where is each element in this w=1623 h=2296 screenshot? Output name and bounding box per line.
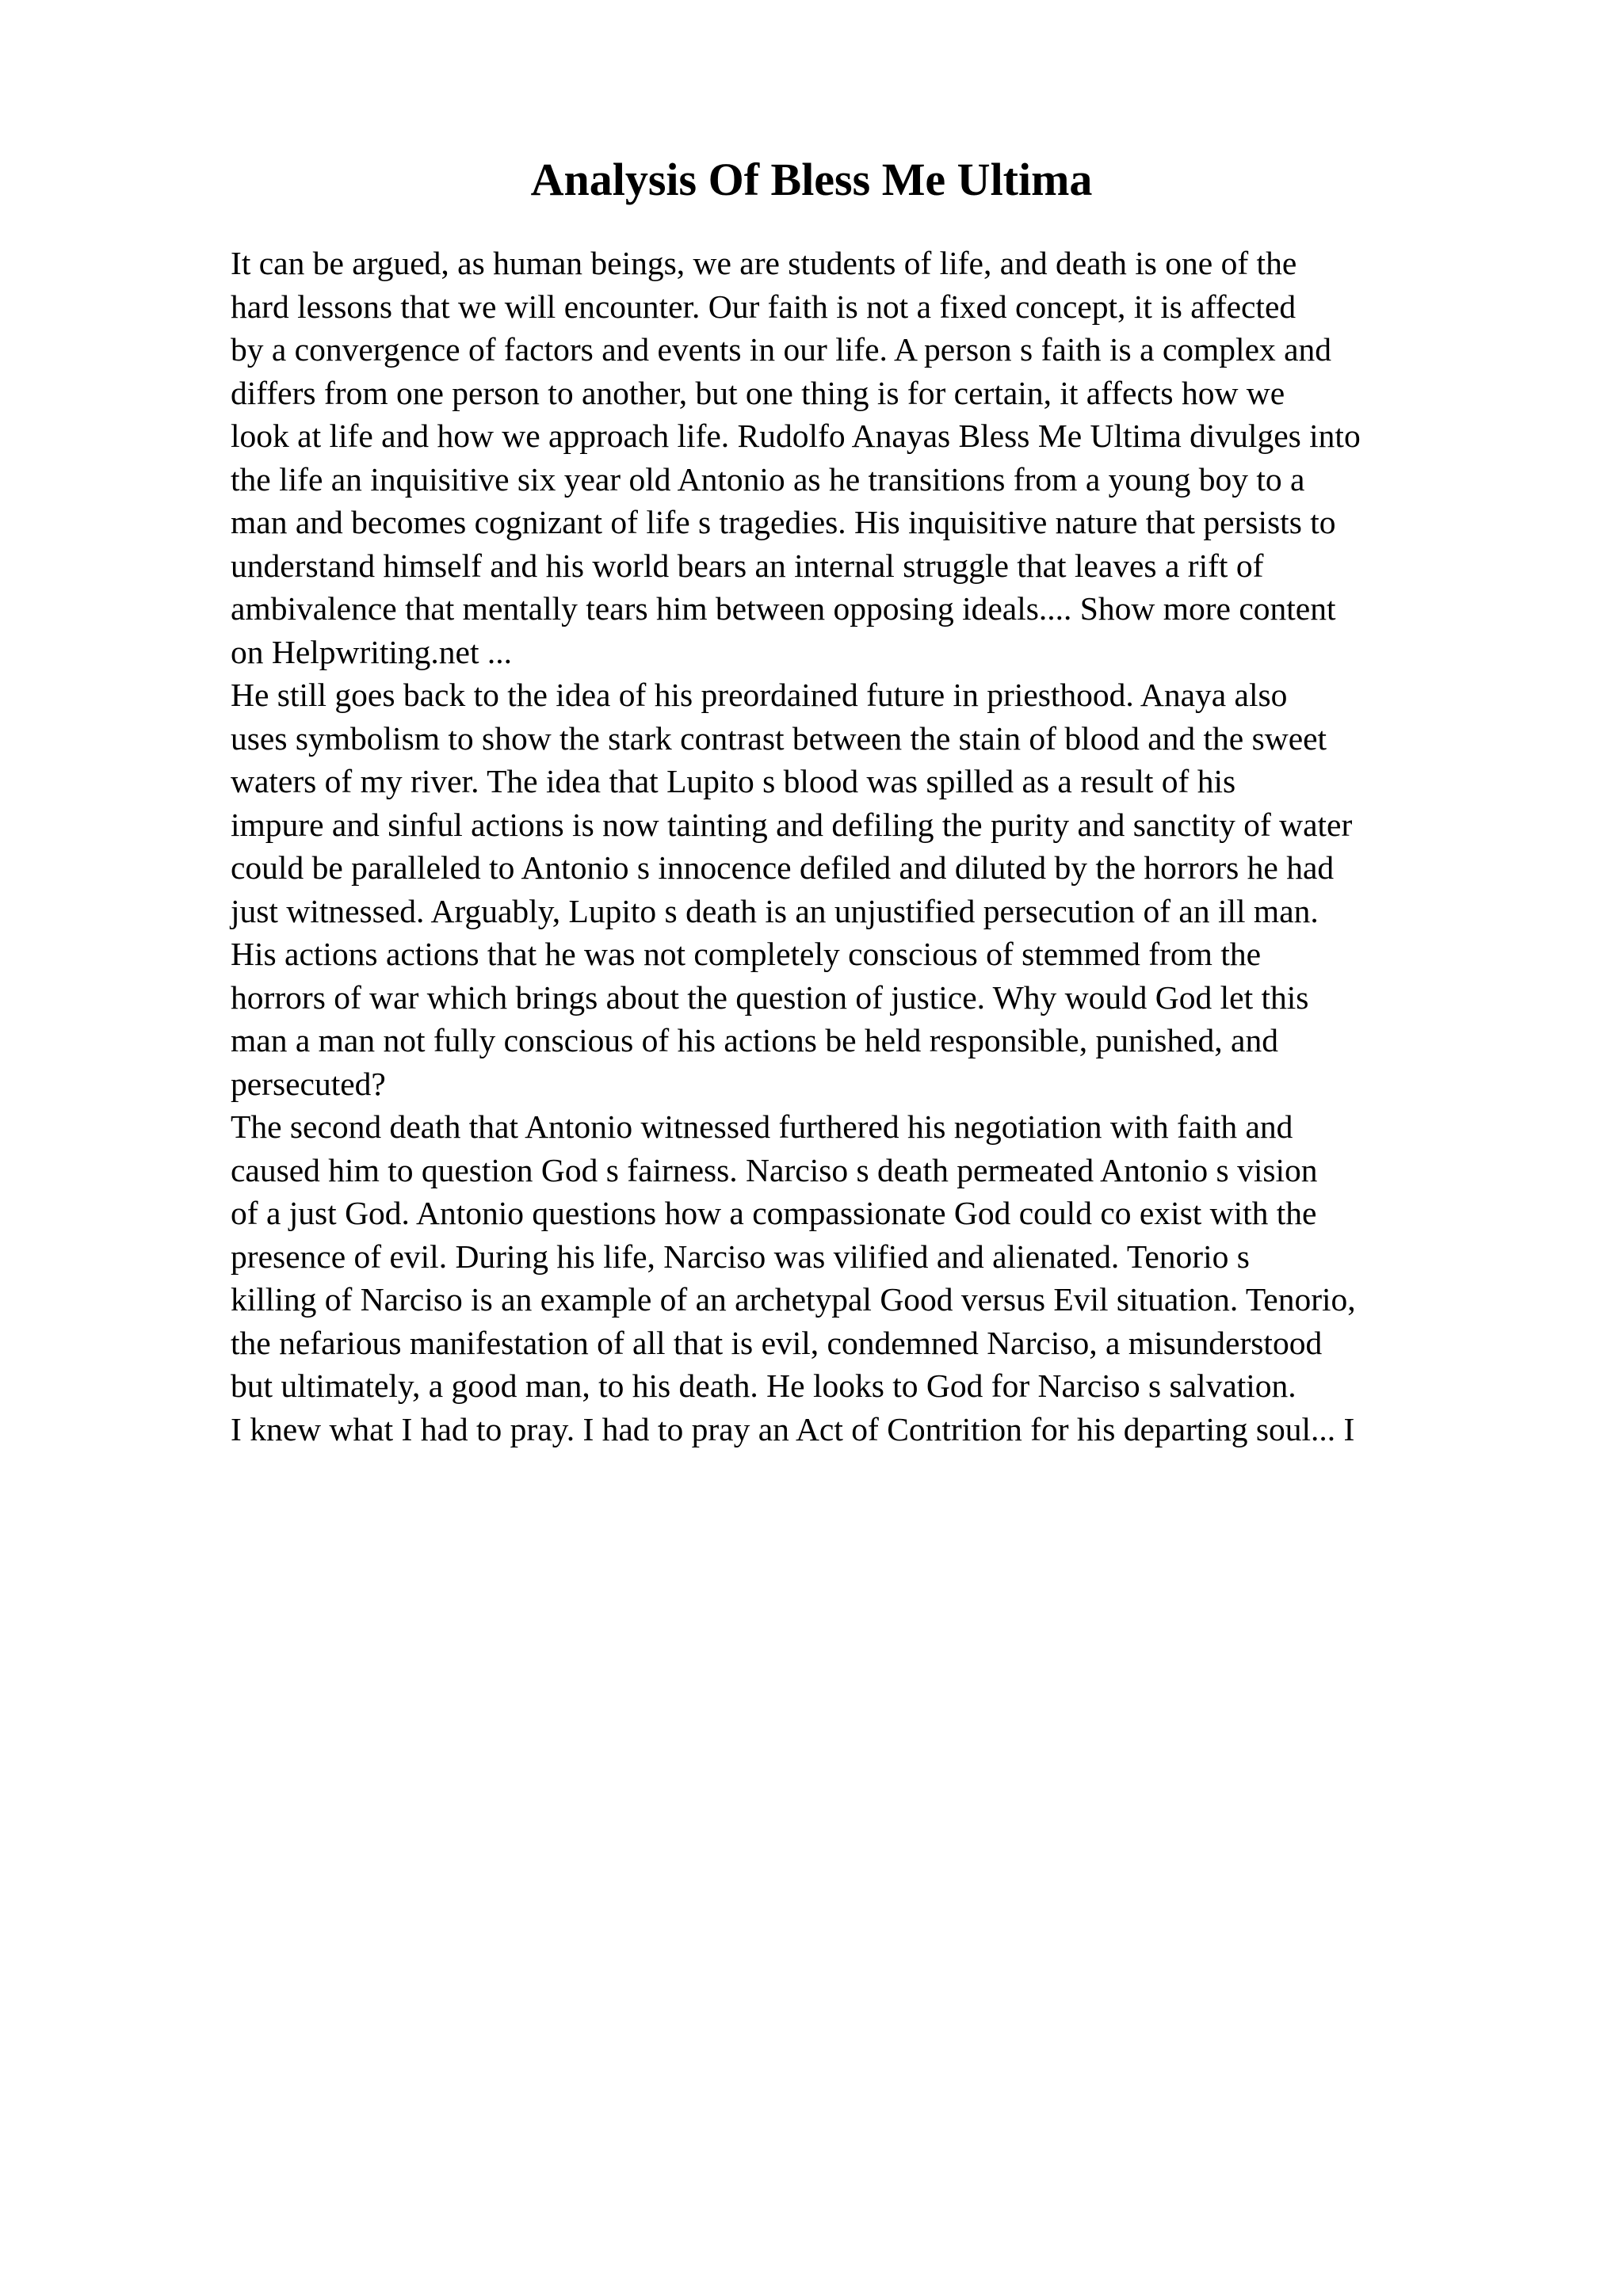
body-line: killing of Narciso is an example of an archetypal Good versus Evil situation. Tenorio, <box>231 1281 1356 1318</box>
document-body <box>231 242 1594 1451</box>
body-line: ambivalence that mentally tears him between opposing ideals.... Show more content <box>231 590 1336 627</box>
body-line: of a just God. Antonio questions how a compassionate God could co exist with the <box>231 1195 1317 1231</box>
body-line: horrors of war which brings about the question of justice. Why would God let this <box>231 978 1309 1016</box>
body-line: caused him to question God s fairness. Narciso s death permeated Antonio s vision <box>231 1151 1318 1188</box>
body-line: look at life and how we approach life. Rudolfo Anayas Bless Me Ultima divulges into <box>231 418 1361 454</box>
body-line: just witnessed. Arguably, Lupito s death is an unjustified persecution of an ill man. <box>231 892 1319 929</box>
body-line: man and becomes cognizant of life s tragedies. His inquisitive nature that persists to <box>231 504 1336 540</box>
body-line: the nefarious manifestation of all that is evil, condemned Narciso, a misunderstood <box>231 1324 1323 1361</box>
body-line: man a man not fully conscious of his actions be held responsible, punished, and <box>231 1022 1278 1058</box>
document-title: Analysis Of Bless Me Ultima <box>530 154 1093 205</box>
body-line: persecuted? <box>231 1065 386 1102</box>
body-line: I knew what I had to pray. I had to pray an Act of Contrition for his departing soul... I <box>231 1410 1355 1447</box>
body-line: on Helpwriting.net ... <box>231 633 512 670</box>
body-line: could be paralleled to Antonio s innocence defiled and diluted by the horrors he had <box>231 849 1335 886</box>
body-line: presence of evil. During his life, Narciso was vilified and alienated. Tenorio s <box>231 1238 1250 1275</box>
body-line: waters of my river. The idea that Lupito s blood was spilled as a result of his <box>231 763 1236 799</box>
body-line: hard lessons that we will encounter. Our faith is not a fixed concept, it is affected <box>231 288 1296 325</box>
body-line: His actions actions that he was not completely conscious of stemmed from the <box>231 936 1262 972</box>
body-line: impure and sinful actions is now tainting and defiling the purity and sanctity of water <box>231 806 1353 843</box>
body-line: uses symbolism to show the stark contrast between the stain of blood and the sweet <box>231 719 1327 757</box>
body-line: differs from one person to another, but one thing is for certain, it affects how we <box>231 374 1285 411</box>
body-line: but ultimately, a good man, to his death. He looks to God for Narciso s salvation. <box>231 1367 1296 1404</box>
body-line: The second death that Antonio witnessed furthered his negotiation with faith and <box>231 1108 1293 1145</box>
body-line: It can be argued, as human beings, we are students of life, and death is one of the <box>231 245 1297 281</box>
body-line: the life an inquisitive six year old Antonio as he transitions from a young boy to a <box>231 460 1305 498</box>
body-line: understand himself and his world bears an internal struggle that leaves a rift of <box>231 547 1264 584</box>
body-line: He still goes back to the idea of his preordained future in priesthood. Anaya also <box>231 677 1288 713</box>
body-line: by a convergence of factors and events in our life. A person s faith is a complex and <box>231 331 1332 368</box>
